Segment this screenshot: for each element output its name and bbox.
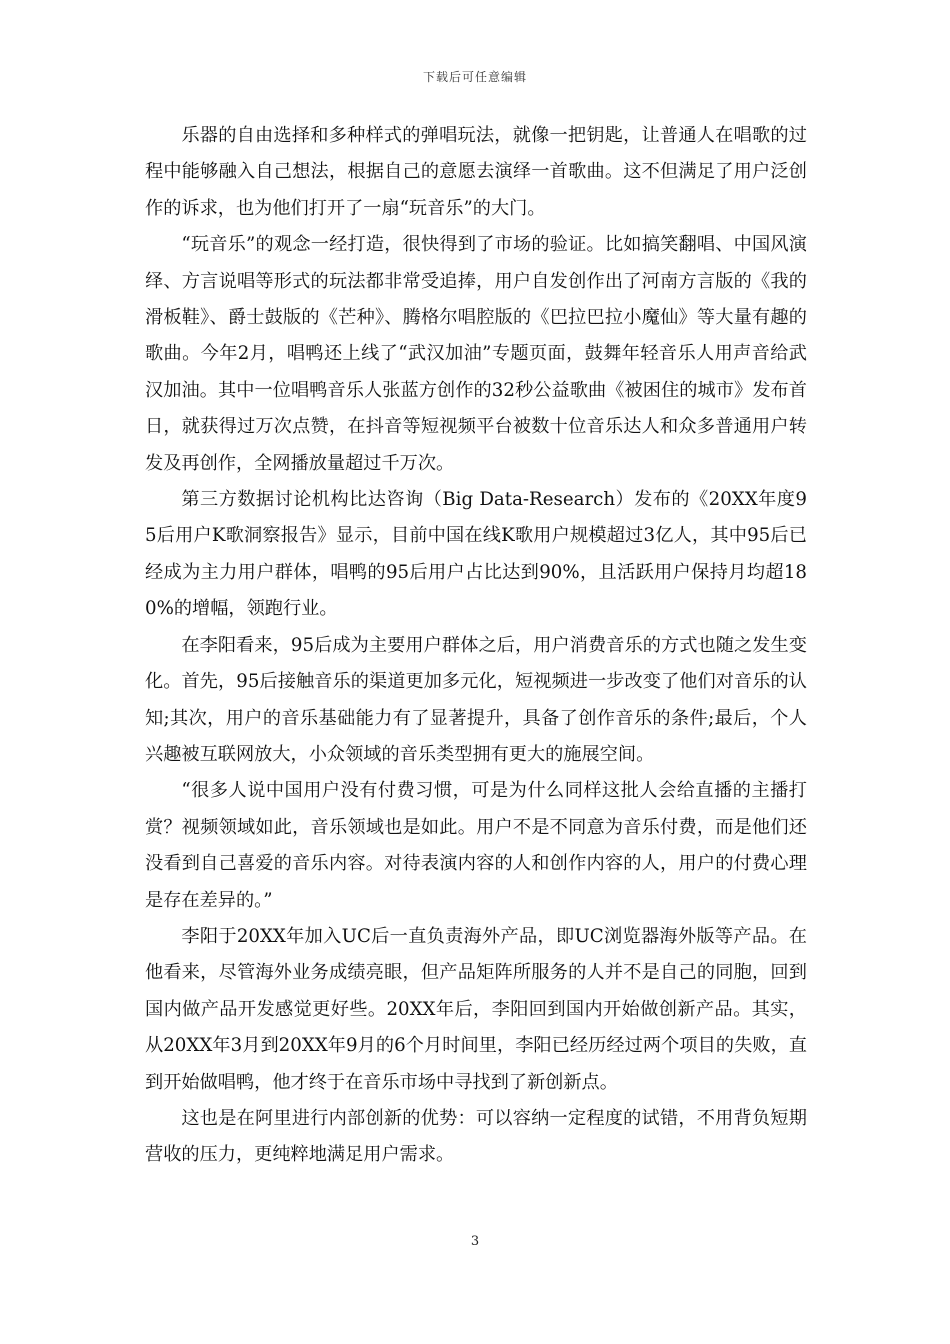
page-header: 下载后可任意编辑 xyxy=(422,70,527,84)
paragraph-3: 第三方数据讨论机构比达咨询（Big Data-Research）发布的《20XX年度95后用户K歌洞察报告》显示，目前中国在线K歌用户规模超过3亿人，其中95后已经成为主力用户群体，唱鸭的95后用户占比达到90%，且活跃用户保持月均超180%的增幅，领跑行业。 xyxy=(145,489,807,620)
paragraph-4: 在李阳看来，95后成为主要用户群体之后，用户消费音乐的方式也随之发生变化。首先，95后接触音乐的渠道更加多元化，短视频进一步改变了他们对音乐的认知;其次，用户的音乐基础能力有了显著提升，具备了创作音乐的条件;最后，个人兴趣被互联网放大，小众领域的音乐类型拥有更大的施展空间。 xyxy=(145,634,807,765)
paragraph-2: “玩音乐”的观念一经打造，很快得到了市场的验证。比如搞笑翻唱、中国风演绎、方言说唱等形式的玩法都非常受追捧，用户自发创作出了河南方言版的《我的滑板鞋》、爵士鼓版的《芒种》、腾格尔唱腔版的《巴拉巴拉小魔仙》等大量有趣的歌曲。今年2月，唱鸭还上线了“武汉加油”专题页面，鼓舞年轻音乐人用声音给武汉加油。其中一位唱鸭音乐人张蓝方创作的32秒公益歌曲《被困住的城市》发布首日，就获得过万次点赞，在抖音等短视频平台被数十位音乐达人和众多普通用户转发及再创作，全网播放量超过千万次。 xyxy=(145,234,807,474)
page-number: 3 xyxy=(470,1234,480,1249)
paragraph-5: “很多人说中国用户没有付费习惯，可是为什么同样这批人会给直播的主播打赏？视频领域如此，音乐领域也是如此。用户不是不同意为音乐付费，而是他们还没看到自己喜爱的音乐内容。对待表演内容的人和创作内容的人，用户的付费心理是存在差异的。” xyxy=(145,780,807,911)
paragraph-6: 李阳于20XX年加入UC后一直负责海外产品，即UC浏览器海外版等产品。在他看来，尽管海外业务成绩亮眼，但产品矩阵所服务的人并不是自己的同胞，回到国内做产品开发感觉更好些。20XX年后，李阳回到国内开始做创新产品。其实，从20XX年3月到20XX年9月的6个月时间里，李阳已经历经过两个项目的失败，直到开始做唱鸭，他才终于在音乐市场中寻找到了新创新点。 xyxy=(145,925,807,1093)
paragraph-7: 这也是在阿里进行内部创新的优势：可以容纳一定程度的试错，不用背负短期营收的压力，更纯粹地满足用户需求。 xyxy=(145,1107,807,1166)
paragraph-1: 乐器的自由选择和多种样式的弹唱玩法，就像一把钥匙，让普通人在唱歌的过程中能够融入自己想法，根据自己的意愿去演绎一首歌曲。这不但满足了用户泛创作的诉求，也为他们打开了一扇“玩音乐”的大门。 xyxy=(145,125,807,219)
document-body xyxy=(145,118,807,1174)
